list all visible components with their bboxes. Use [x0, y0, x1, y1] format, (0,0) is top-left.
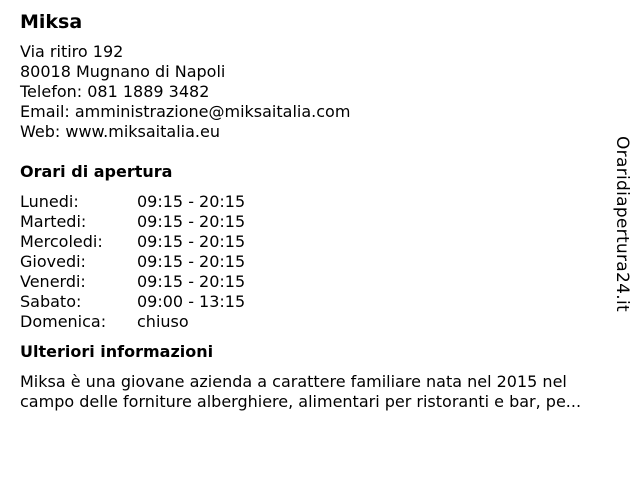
- business-name: Miksa: [20, 11, 83, 33]
- time-value: 09:00 - 13:15: [137, 292, 246, 311]
- time-value: chiuso: [137, 312, 189, 331]
- address-city: 80018 Mugnano di Napoli: [20, 62, 226, 81]
- time-value: 09:15 - 20:15: [137, 192, 246, 211]
- day-label: Mercoledi:: [20, 232, 103, 251]
- spacer: [20, 362, 620, 372]
- day-label: Venerdi:: [20, 272, 86, 291]
- spacer: [20, 182, 620, 192]
- hours-row-tuesday: [20, 212, 620, 232]
- day-label: Lunedi:: [20, 192, 79, 211]
- hours-row-thursday: [20, 252, 620, 272]
- more-info-heading: Ulteriori informazioni: [20, 342, 214, 361]
- phone-text: Telefon: 081 1889 3482: [20, 82, 210, 101]
- hours-row-monday: [20, 192, 620, 212]
- description-line-2: campo delle forniture alberghiere, alimentari per ristoranti e bar, pe...: [20, 392, 582, 411]
- time-value: 09:15 - 20:15: [137, 232, 246, 251]
- email-text: Email: amministrazione@miksaitalia.com: [20, 102, 351, 121]
- spacer: [20, 142, 620, 162]
- opening-hours-heading: Orari di apertura: [20, 162, 173, 181]
- day-label: Domenica:: [20, 312, 107, 331]
- day-label: Giovedi:: [20, 252, 86, 271]
- hours-row-wednesday: [20, 232, 620, 252]
- day-label: Sabato:: [20, 292, 82, 311]
- description-line-1: Miksa è una giovane azienda a carattere familiare nata nel 2015 nel: [20, 372, 567, 391]
- day-label: Martedi:: [20, 212, 87, 231]
- address-street: Via ritiro 192: [20, 42, 124, 61]
- website-text: Web: www.miksaitalia.eu: [20, 122, 220, 141]
- time-value: 09:15 - 20:15: [137, 212, 246, 231]
- hours-row-sunday: [20, 312, 620, 332]
- time-value: 09:15 - 20:15: [137, 272, 246, 291]
- time-value: 09:15 - 20:15: [137, 252, 246, 271]
- opening-hours-table: [20, 192, 620, 332]
- hours-row-friday: [20, 272, 620, 292]
- site-watermark: Oraridiapertura24.it: [612, 136, 632, 312]
- hours-row-saturday: [20, 292, 620, 312]
- spacer: [20, 332, 620, 342]
- business-card: [20, 10, 620, 412]
